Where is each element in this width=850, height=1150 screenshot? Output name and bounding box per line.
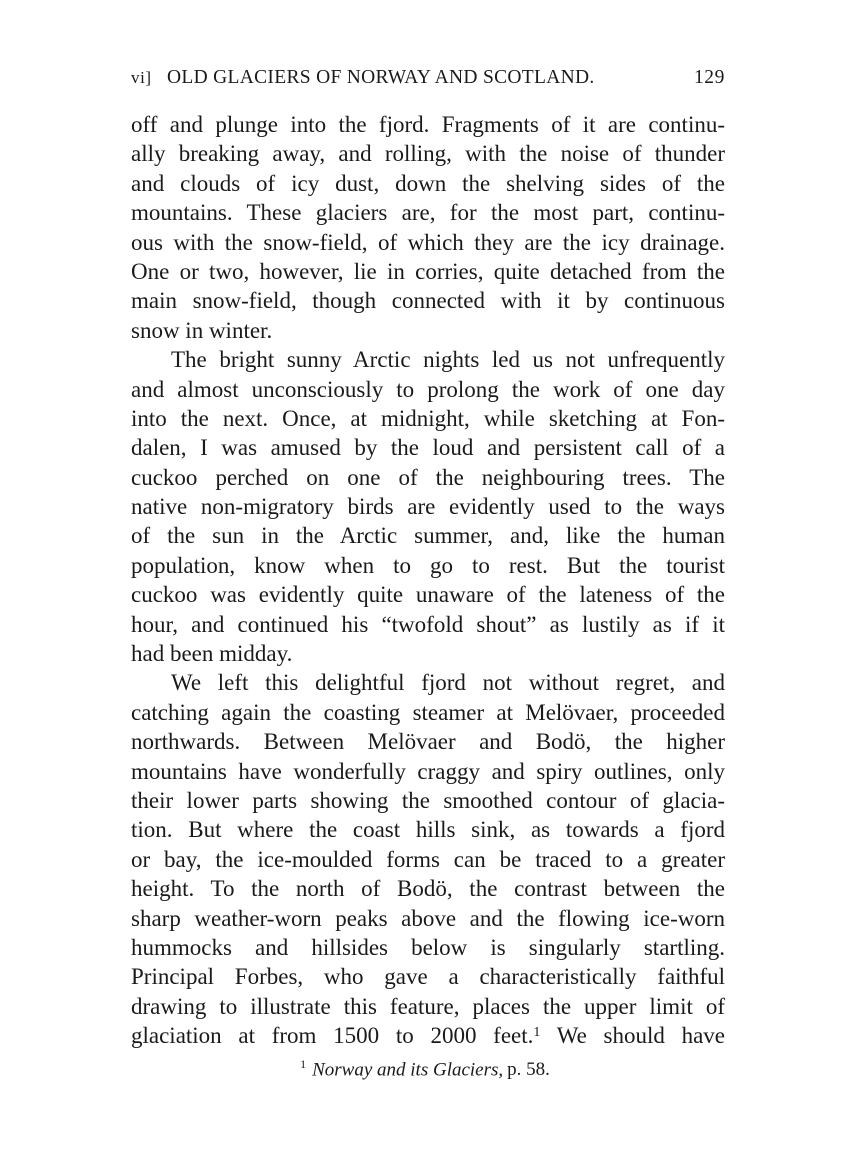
text-line: and almost unconsciously to prolong the work of one day: [131, 376, 725, 402]
text-line: population, know when to go to rest. But the tourist: [131, 552, 725, 578]
text-line: off and plunge into the fjord. Fragments of it are continu-: [131, 112, 725, 137]
text-line: cuckoo perched on one of the neighbouring trees. The: [131, 464, 725, 490]
text-line: One or two, however, lie in corries, quite detached from the: [131, 258, 725, 284]
text-line: dalen, I was amused by the loud and persistent call of a: [131, 435, 725, 461]
text-line: mountains. These glaciers are, for the most part, continu-: [131, 200, 725, 226]
text-line: Principal Forbes, who gave a characteristically faithful: [131, 964, 725, 990]
text-line: The bright sunny Arctic nights led us not unfrequently: [171, 347, 725, 373]
text-line: ally breaking away, and rolling, with the noise of thunder: [131, 141, 725, 167]
text-line: and clouds of icy dust, down the shelving sides of the: [131, 170, 725, 196]
text-line: ous with the snow-field, of which they are the icy drainage.: [131, 229, 725, 255]
text-line: mountains have wonderfully craggy and spiry outlines, only: [131, 758, 725, 784]
body-text: [131, 110, 725, 1051]
text-line-with-footnote-ref: [131, 1021, 725, 1050]
text-line: tion. But where the coast hills sink, as towards a fjord: [131, 817, 725, 843]
text-line: catching again the coasting steamer at Melövaer, proceeded: [131, 699, 725, 725]
running-title: OLD GLACIERS OF NORWAY AND SCOTLAND.: [167, 67, 595, 88]
chapter-number: vi]: [131, 68, 152, 87]
footnote-page-ref: p. 58.: [507, 1059, 550, 1081]
text-line: or bay, the ice-moulded forms can be traced to a greater: [131, 846, 725, 872]
text-line: height. To the north of Bodö, the contrast between the: [131, 876, 725, 902]
text-line: sharp weather-worn peaks above and the flowing ice-worn: [131, 905, 725, 931]
text-line: of the sun in the Arctic summer, and, like the human: [131, 523, 725, 549]
text-line-end: We should have: [556, 1023, 725, 1049]
text-line: hour, and continued his “twofold shout” as lustily as if it: [131, 611, 725, 637]
footnote-marker: 1: [300, 1057, 307, 1071]
text-line: northwards. Between Melövaer and Bodö, the higher: [131, 729, 725, 755]
text-line: had been midday.: [131, 641, 293, 667]
text-line: drawing to illustrate this feature, places the upper limit of: [131, 993, 725, 1019]
text-line: main snow-field, though connected with it by continuous: [131, 288, 725, 314]
text-line: cuckoo was evidently quite unaware of the lateness of the: [131, 582, 725, 608]
footnote-book-title: Norway and its Glaciers,: [312, 1059, 504, 1081]
page-number: 129: [693, 67, 725, 88]
text-line: their lower parts showing the smoothed contour of glacia-: [131, 787, 725, 813]
footnote-reference: 1: [533, 1025, 541, 1041]
text-line: We left this delightful fjord not without regret, and: [171, 670, 725, 696]
running-header: [131, 64, 725, 94]
text-line: into the next. Once, at midnight, while sketching at Fon-: [131, 405, 725, 431]
text-line: native non-migratory birds are evidently used to the ways: [131, 494, 725, 520]
text-line: hummocks and hillsides below is singularly startling.: [131, 934, 725, 960]
footnote: [0, 1057, 850, 1081]
text-line: snow in winter.: [131, 317, 273, 343]
text-line-start: glaciation at from 1500 to 2000 feet.: [131, 1023, 534, 1049]
